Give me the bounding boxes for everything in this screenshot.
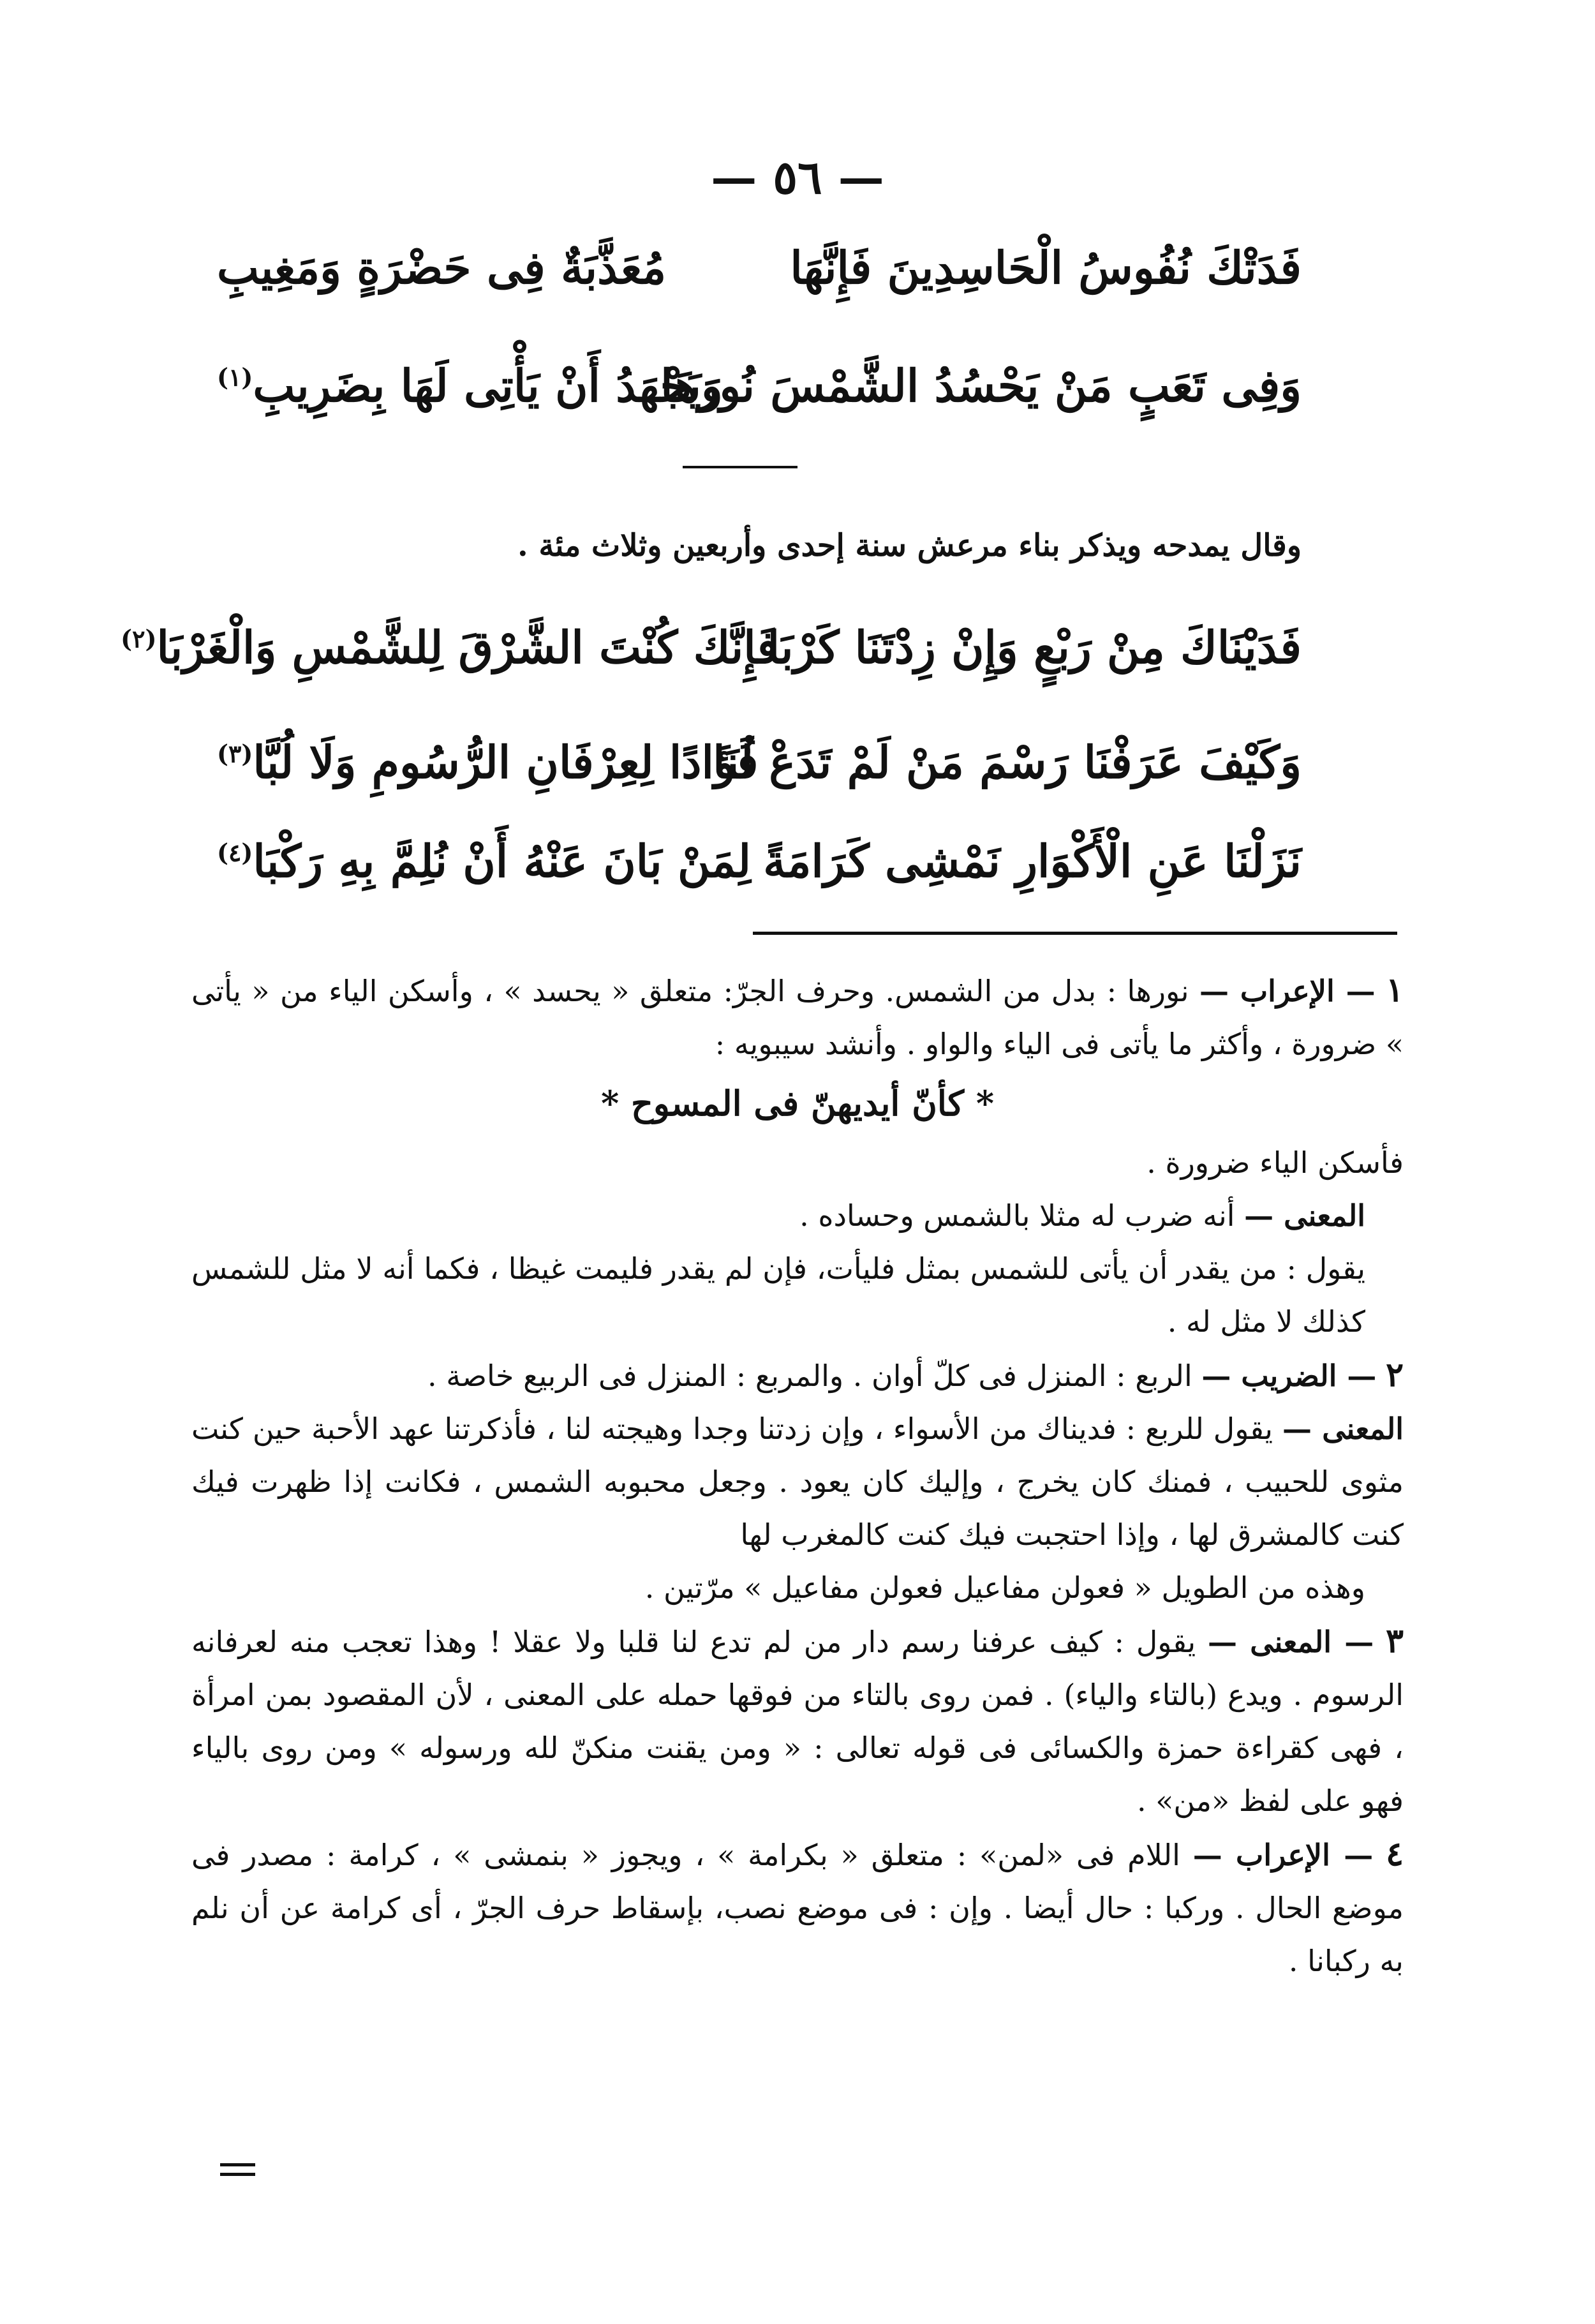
end-mark bbox=[220, 2163, 255, 2176]
footnote-keyword: — الإعراب — bbox=[1199, 974, 1376, 1008]
footnote-3 bbox=[191, 1614, 1404, 1828]
verse-second-hemistich: لِمَنْ بَانَ عَنْهُ أَنْ نُلِمَّ بِهِ رَكْبَا$^{(٤)}$ bbox=[217, 835, 752, 888]
footnote-text: فأسكن الياء ضرورة . bbox=[1146, 1145, 1404, 1180]
verse-second-hemistich: مُعَذَّبَةٌ فِى حَضْرَةٍ وَمَغِيبِ bbox=[217, 241, 667, 294]
footnote-text: يقول : كيف عرفنا رسم دار من لم تدع لنا قلبا ولا عقلا ! وهذا تعجب منه لعرفانه الرسوم . ويدع (بالتاء والياء) . فمن روى بالتاء من فوقها حمله على المعنى ، لأن المقصود بمن امرأة ، فهى كقراءة حمزة والكسائى فى قوله تعالى : « ومن يقنت منكنّ لله ورسوله » ومن روى بالياء فهو على لفظ «من» . bbox=[191, 1625, 1404, 1818]
footnote-text: يقول للربع : فديناك من الأسواء ، وإن زدتنا وجدا وهيجته لنا ، فأذكرتنا عهد الأحبة حين كنت مثوى للحبيب ، فمنك كان يخرج ، وإليك كان يعود . وجعل محبوبه الشمس ، فكانت إذا ظهرت فيك كنت كالمشرق لها ، وإذا احتجبت فيك كنت كالمغرب لها bbox=[191, 1412, 1404, 1552]
footnote-number: ٤ bbox=[1386, 1835, 1404, 1873]
verse-2 bbox=[217, 341, 1302, 431]
footnote-marker: (١) bbox=[217, 362, 253, 392]
section-divider bbox=[683, 466, 798, 468]
verse-first-hemistich: وَفِى تَعَبٍ مَنْ يَحْسُدُ الشَّمْسَ نُورَهَا bbox=[660, 359, 1302, 412]
verse-4 bbox=[217, 718, 1302, 807]
footnote-meaning bbox=[191, 1189, 1404, 1242]
verse-first-hemistich: فَدَيْنَاكَ مِنْ رَبْعٍ وَإِنْ زِدْتَنَا كَرْبَا bbox=[767, 621, 1302, 674]
footnote-marker: (٣) bbox=[217, 739, 253, 768]
footnote-number: ١ bbox=[1386, 971, 1404, 1009]
poem-intro: وقال يمدحه ويذكر بناء مرعش سنة إحدى وأربعين وثلاث مئة . bbox=[517, 528, 1302, 563]
footnote-keyword: — المعنى — bbox=[1207, 1625, 1374, 1659]
footnote-number: ٣ bbox=[1386, 1621, 1404, 1660]
footnote-keyword: — الإعراب — bbox=[1192, 1838, 1374, 1872]
verse-3 bbox=[121, 603, 1302, 692]
footnote-text: اللام فى «لمن» : متعلق « بكرامة » ، ويجوز « بنمشى » ، كرامة : مصدر فى موضع الحال . وركبا : حال أيضا . وإن : فى موضع نصب، بإسقاط حرف الجرّ ، أى كرامة عن أن نلم به ركبانا . bbox=[191, 1838, 1404, 1978]
quoted-verse: * كأنّ أيديهنّ فى المسوح * bbox=[600, 1083, 995, 1124]
footnote-text: أنه ضرب له مثلا بالشمس وحساده . bbox=[799, 1198, 1235, 1233]
footnote-keyword: المعنى — bbox=[1244, 1198, 1365, 1233]
verse-first-hemistich: نَزَلْنَا عَنِ الْأَكْوَارِ نَمْشِى كَرَامَةً bbox=[763, 835, 1302, 888]
footnote-marker: (٤) bbox=[217, 838, 253, 867]
page-number: — ٥٦ — bbox=[711, 150, 884, 204]
footnote-separator bbox=[753, 932, 1397, 935]
verse-second-hemistich: فَإِنَّكَ كُنْتَ الشَّرْقَ لِلشَّمْسِ وَالْغَرْبَا$^{(٢)}$ bbox=[121, 621, 778, 674]
footnote-text: نورها : بدل من الشمس. وحرف الجرّ: متعلق « يحسد » ، وأسكن الياء من « يأتى » ضرورة ، وأكثر ما يأتى فى الياء والواو . وأنشد سيبويه : bbox=[191, 974, 1404, 1061]
verse-second-hemistich: فُؤَادًا لِعِرْفَانِ الرُّسُومِ وَلَا لُبَّا$^{(٣)}$ bbox=[217, 736, 759, 789]
footnote-text: الربع : المنزل فى كلّ أوان . والمربع : المنزل فى الربيع خاصة . bbox=[427, 1359, 1192, 1393]
verse-first-hemistich: وَكَيْفَ عَرَفْنَا رَسْمَ مَنْ لَمْ تَدَعْ لَنَا bbox=[713, 736, 1302, 789]
verse-first-hemistich: فَدَتْكَ نُفُوسُ الْحَاسِدِينَ فَإِنَّهَا bbox=[790, 241, 1302, 294]
footnote-marker: (٢) bbox=[121, 624, 157, 653]
footnote-keyword: — الضريب — bbox=[1201, 1359, 1377, 1393]
verse-second-hemistich: وَيَجْهَدُ أَنْ يَأْتِى لَهَا بِضَرِيبِ$^{(١)}$ bbox=[217, 359, 723, 412]
footnote-number: ٢ bbox=[1386, 1355, 1404, 1394]
verse-1 bbox=[217, 223, 1302, 313]
footnote-keyword: المعنى — bbox=[1282, 1412, 1404, 1446]
footnote-4 bbox=[191, 1828, 1404, 1988]
footnote-meaning bbox=[191, 1403, 1404, 1561]
footnote-text: وهذه من الطويل « فعولن مفاعيل فعولن مفاعيل » مرّتين . bbox=[644, 1570, 1365, 1605]
footnote-2 bbox=[191, 1348, 1404, 1403]
verse-5 bbox=[217, 817, 1302, 906]
footnote-text: يقول : من يقدر أن يأتى للشمس بمثل فليأت، فإن لم يقدر فليمت غيظا ، فكما أنه لا مثل للشمس كذلك لا مثل له . bbox=[191, 1251, 1365, 1339]
footnote-1 bbox=[191, 964, 1404, 1071]
footnotes bbox=[191, 964, 1404, 1988]
